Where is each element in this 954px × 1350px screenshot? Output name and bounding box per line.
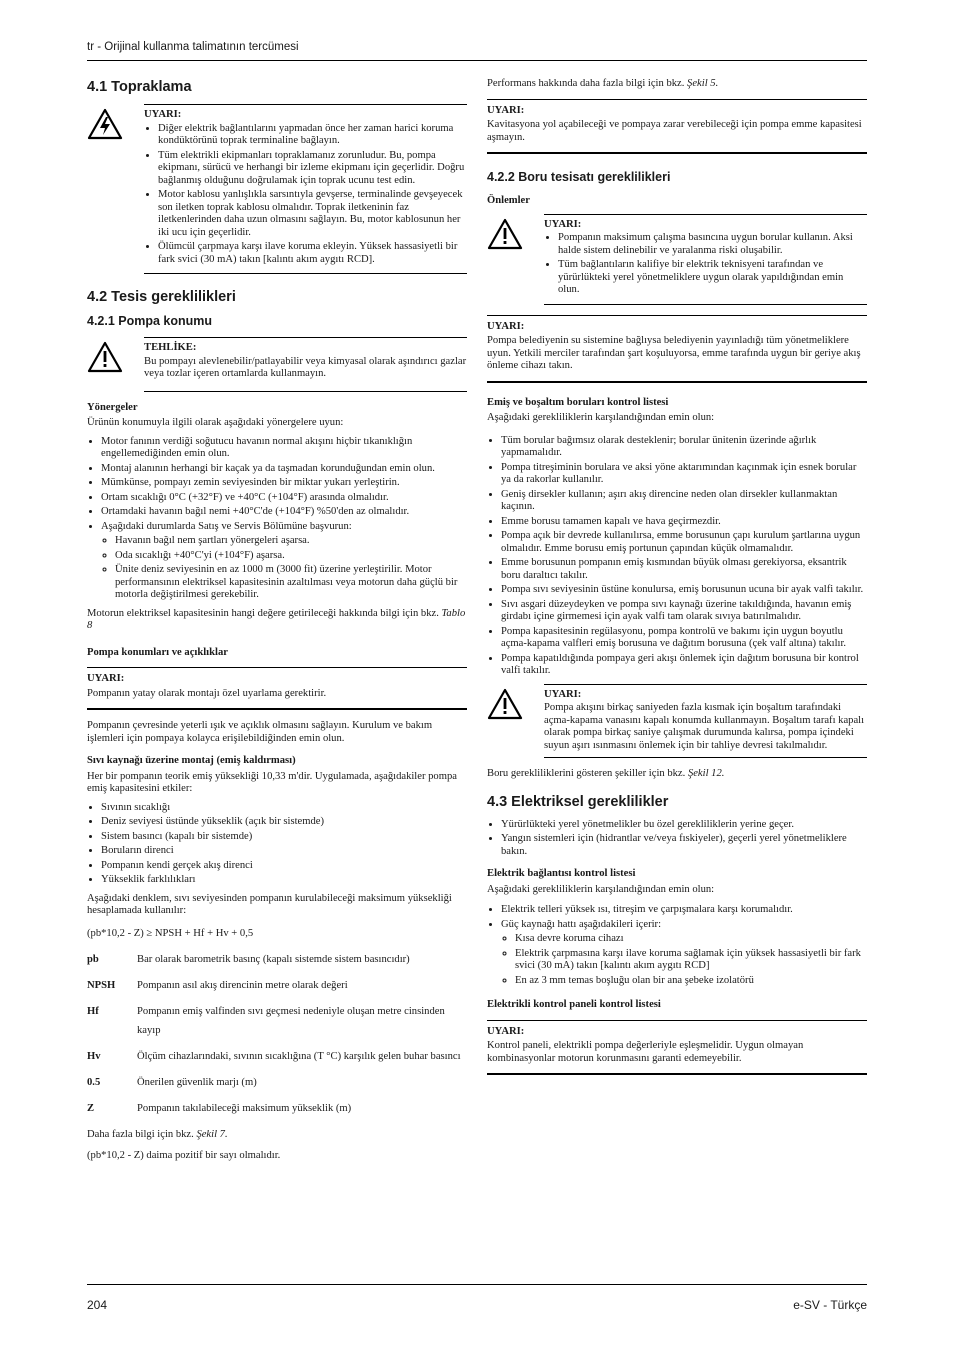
page-number: 204 — [87, 1298, 108, 1312]
list-item: ◦ Havanın bağıl nem şartları yönergeleri aşarsa. — [115, 535, 467, 548]
header-rule — [87, 60, 867, 61]
list-item: • Pompa kapasitesinin regülasyonu, pompa kontrolü ve bakımı için uygun boyutlu açma-kapama valfleri emiş borusuna ve dağıtım borusuna (çek valf altına) takılır. — [501, 626, 867, 651]
list-item: • Emme borusunun pompanın emiş kısmından büyük olması gerekiyorsa, eksantrik boru daraltıcı takılır. — [501, 557, 867, 582]
checklist — [487, 435, 867, 678]
list-item: • Yürürlükteki yerel yönetmelikler bu özel gerekliliklerin yerine geçer. — [501, 819, 867, 832]
positions-heading: Pompa konumları ve açıklıklar — [87, 646, 228, 658]
table-row — [87, 1071, 467, 1097]
paragraph-text: Motorun elektriksel kapasitesinin hangi değere getirileceği hakkında bilgi için bkz. — [87, 607, 439, 619]
list-item: • Pompa sıvı seviyesinin üstüne konulursa, emiş borusunun ucuna bir ayak valfi takılır. — [501, 584, 867, 597]
paragraph — [87, 1129, 467, 1142]
factors-list — [87, 802, 467, 887]
table-row — [87, 1045, 467, 1071]
danger-box — [87, 337, 467, 392]
list-item: • Pompa açık bir devrede kullanılırsa, emme borusunun çapı kurulum şartlarına uygun olmalıdır. Emme borusu emiş portunun çapından küçük olmamalıdır. — [501, 530, 867, 555]
variable-symbol: NPSH — [87, 980, 116, 991]
footer-rule — [87, 1284, 867, 1285]
figure-reference: Şekil 12. — [687, 768, 725, 779]
table-row — [87, 1097, 467, 1123]
variable-description: Pompanın emiş valfinden sıvı geçmesi nedeniyle oluşan metre cinsinden kayıp — [137, 1006, 445, 1036]
variable-symbol: 0.5 — [87, 1077, 101, 1088]
list-item: • Montaj alanının herhangi bir kaçak ya da taşmadan korunduğundan emin olun. — [101, 463, 467, 476]
list-item: ◦ Elektrik çarpmasına karşı ilave koruma sağlamak için yüksek hassasiyetli bir fark svici (30 mA) takın [kalıntı akım aygıtı RCD] — [515, 948, 867, 973]
list-item: • Sıvı asgari düzeydeyken ve pompa sıvı kaynağı üzerine takıldığında, havanın emiş girdabı içine girmemesi için ayak valfi tam olarak sıvıya batırılmalıdır. — [501, 599, 867, 624]
note-box — [487, 99, 867, 155]
list-item: • Yangın sistemleri için (hidrantlar ve/veya fıskiyeler), geçerli yerel yönetmeliklere bakın. — [501, 833, 867, 858]
paragraph — [487, 78, 867, 91]
warning-triangle-icon — [487, 684, 544, 759]
panel-heading: Elektrikli kontrol paneli kontrol listesi — [487, 999, 661, 1010]
elec-check-heading: Elektrik bağlantısı kontrol listesi — [487, 868, 636, 879]
list-item: • Deniz seviyesi üstünde yükseklik (açık bir sistemde) — [101, 816, 467, 829]
list-item: • Tüm borular bağımsız olarak desteklenir; borular ünitenin üzerinde ağırlık yapmamalıdır. — [501, 435, 867, 460]
section-title: 4.2 Tesis gereklilikleri — [87, 289, 236, 305]
list-item — [101, 521, 467, 602]
formula: (pb*10,2 - Z) ≥ NPSH + Hf + Hv + 0,5 — [87, 927, 254, 939]
precautions-heading: Önlemler — [487, 195, 530, 206]
warning-title: UYARI: — [544, 218, 582, 230]
list-item: • Pompa kapatıldığında pompaya geri akışı önlemek için dağıtım borusuna bir kontrol valfi takılır. — [501, 653, 867, 678]
note-text: Kontrol paneli, elektrikli pompa değerleriyle eşleşmelidir. Uygun olmayan kombinasyonlar motorun korunmasını garanti edemeyebilir. — [487, 1040, 804, 1064]
warning-triangle-icon — [487, 214, 544, 305]
warning-box — [487, 684, 867, 759]
note-box — [487, 1020, 867, 1076]
electric-hazard-icon — [87, 104, 144, 274]
warning-list — [144, 123, 467, 267]
note-box — [487, 315, 867, 383]
list-item: • Ortamdaki havanın bağıl nemi +40°C'de (+104°F) %50'den az olmalıdır. — [101, 506, 467, 519]
paragraph — [87, 608, 467, 633]
variables-table — [87, 948, 467, 1123]
suction-heading: Sıvı kaynağı üzerine montaj (emiş kaldırması) — [87, 755, 296, 766]
note-title: UYARI: — [87, 673, 125, 684]
section-title: 4.3 Elektriksel gereklilikler — [487, 793, 669, 810]
list-item: • Yükseklik farklılıkları — [101, 874, 467, 887]
warning-title: UYARI: — [144, 109, 182, 120]
variable-symbol: Z — [87, 1103, 95, 1114]
guidelines-heading: Yönergeler — [87, 401, 138, 413]
electrical-list — [487, 819, 867, 859]
variable-symbol: pb — [87, 954, 99, 965]
variable-symbol: Hf — [87, 1006, 99, 1017]
elec-checklist — [487, 904, 867, 987]
list-item: • Tüm bağlantıların kalifiye bir elektrik teknisyeni tarafından ve yürürlükteki yerel yönetmeliklere uygun olarak yapıldığından emin olun. — [558, 259, 867, 297]
paragraph: Aşağıdaki gerekliliklerin karşılandığından emin olun: — [487, 412, 715, 423]
paragraph: Aşağıdaki gerekliliklerin karşılandığından emin olun: — [487, 883, 715, 895]
variable-symbol: Hv — [87, 1051, 101, 1062]
left-column — [87, 72, 467, 1168]
list-item: ◦ Kısa devre koruma cihazı — [515, 933, 867, 946]
paragraph: Pompanın çevresinde yeterli ışık ve açıklık olmasını sağlayın. Kurulum ve bakım işlemleri için pompaya kolayca erişilebildiğinden emin olun. — [87, 720, 433, 744]
danger-text: Bu pompayı alevlenebilir/patlayabilir veya kimyasal olarak aşındırıcı gazlar veya tozlar içeren ortamlarda kullanmayın. — [144, 355, 467, 379]
list-item: ◦ Ünite deniz seviyesinin en az 1000 m (3000 fit) üzerine yerleştirilir. Motor performansının elektriksel kapasitesinin azaltılması veya motorun daha güçlü bir motorla değiştirilmesi gerekebilir. — [115, 564, 467, 602]
list-item: ◦ Oda sıcaklığı +40°C'yi (+104°F) aşarsa. — [115, 550, 467, 563]
list-item: • Pompanın maksimum çalışma basıncına uygun borular kullanın. Aksi halde sistem delinebilir ve yaralanma riski oluşabilir. — [558, 232, 867, 257]
table-row — [87, 974, 467, 1000]
list-item: • Boruların direnci — [101, 845, 467, 858]
list-item: • Pompanın kendi gerçek akış direnci — [101, 860, 467, 873]
variable-description: Önerilen güvenlik marjı (m) — [137, 1077, 257, 1088]
table-row — [87, 1000, 467, 1045]
list-item: • Emme borusu tamamen kapalı ve hava geçirmezdir. — [501, 516, 867, 529]
list-item: • Mümkünse, pompayı zemin seviyesinden bir miktar yukarı yerleştirin. — [101, 477, 467, 490]
variable-description: Pompanın asıl akış direncinin metre olarak değeri — [137, 980, 348, 991]
list-item — [501, 919, 867, 988]
sub-list — [101, 535, 467, 602]
paragraph: Ürünün konumuyla ilgili olarak aşağıdaki yönergelere uyun: — [87, 417, 344, 428]
subsection-title: 4.2.2 Boru tesisatı gereklilikleri — [487, 170, 671, 184]
figure-reference: Şekil 5. — [687, 78, 719, 89]
list-item: • Ortam sıcaklığı 0°C (+32°F) ve +40°C (+104°F) arasında olmalıdır. — [101, 492, 467, 505]
note-title: UYARI: — [487, 1025, 525, 1037]
variable-description: Bar olarak barometrik basınç (kapalı sistemde sistem basıncıdır) — [137, 954, 410, 965]
list-item: • Geniş dirsekler kullanın; aşırı akış direncine neden olan dirsekler kullanmaktan kaçının. — [501, 489, 867, 514]
table-row — [87, 948, 467, 974]
list-item: • Ölümcül çarpmaya karşı ilave koruma ekleyin. Yüksek hassasiyetli bir fark svici (30 mA) takın [kalıntı akım aygıtı RCD]. — [158, 241, 467, 266]
footer-title: e-SV - Türkçe — [793, 1298, 867, 1312]
warning-box — [87, 104, 467, 274]
paragraph-text: Daha fazla bilgi için bkz. — [87, 1129, 194, 1140]
paragraph: Her bir pompanın teorik emiş yüksekliği 10,33 m'dir. Uygulamada, aşağıdakiler pompa emiş kapasitesini etkiler: — [87, 770, 457, 794]
list-item: • Elektrik telleri yüksek ısı, titreşim ve çarpışmalara karşı korumalıdır. — [501, 904, 867, 917]
paragraph: Aşağıdaki denklem, sıvı seviyesinden pompanın kurulabileceği maksimum yüksekliği hesaplamada kullanılır: — [87, 892, 452, 916]
danger-title: TEHLİKE: — [144, 342, 197, 353]
page-header: tr - Orijinal kullanma talimatının tercümesi — [87, 41, 299, 53]
checklist-heading: Emiş ve boşaltım boruları kontrol listesi — [487, 396, 669, 408]
note-title: UYARI: — [487, 104, 525, 116]
warning-box — [487, 214, 867, 305]
list-item: • Sıvının sıcaklığı — [101, 802, 467, 815]
table-reference: Tablo 8 — [87, 607, 466, 631]
list-item-text: Aşağıdaki durumlarda Satış ve Servis Bölümüne başvurun: — [101, 520, 352, 532]
note-title: UYARI: — [487, 320, 525, 332]
list-item: • Motor kablosu yanlışlıkla sarsıntıyla gevşerse, terminalinde gevşeyecek son iletken toprak kablosu olmalıdır. Toprak iletkeninin faz iletkenlerinden daha uzun olmasını sağlayın. Bu, motor kablosunun her iki ucu için geçerlidir. — [158, 189, 467, 239]
note-text: Kavitasyona yol açabileceği ve pompaya zarar verebileceği için pompa emme kapasitesi aşmayın. — [487, 119, 862, 143]
warning-list — [544, 232, 867, 297]
note-text: Pompanın yatay olarak montajı özel uyarlama gerektirir. — [87, 687, 327, 699]
list-item: ◦ En az 3 mm temas boşluğu olan bir ana şebeke izolatörü — [515, 975, 867, 988]
variable-description: Pompanın takılabileceği maksimum yükseklik (m) — [137, 1103, 352, 1114]
warning-title: UYARI: — [544, 688, 582, 700]
warning-text: Pompa akışını birkaç saniyeden fazla kısmak için boşaltım tarafındaki açma-kapama vanasını kapalı konumda kullanmayın. Boşaltım tarafı kapalı olarak pompa birkaç saniye çalışmak durumunda kalırsa, pompa içindeki suyun aşırı ısınmasını önlemek için bir tahliye devresi takılmalıdır. — [544, 702, 865, 751]
section-title: 4.1 Topraklama — [87, 79, 192, 95]
figure-reference: Şekil 7. — [196, 1129, 228, 1140]
variable-description: Ölçüm cihazlarındaki, sıvının sıcaklığına (T °C) karşılık gelen buhar basıncı — [137, 1051, 461, 1062]
paragraph-text: Boru gerekliliklerini gösteren şekiller için bkz. — [487, 768, 686, 779]
right-column — [487, 78, 867, 1085]
guidelines-list — [87, 436, 467, 602]
list-item: • Tüm elektrikli ekipmanları topraklamanız zorunludur. Bu, pompa ekipmanı, sürücü ve herhangi bir izleme ekipmanı için geçerlidir. Doğru bağlanmış olduğunu doğrulamak için toprak ucunu test edin. — [158, 150, 467, 188]
note-box — [87, 667, 467, 710]
warning-triangle-icon — [87, 337, 144, 392]
note-text: Pompa belediyenin su sistemine bağlıysa belediyenin yayınladığı tüm yönetmeliklere uyun. Yetkili merciler tarafından şart koşuluyorsa, emme tarafında uygun bir geriye akış önleme cihazı takın. — [487, 335, 861, 371]
list-item: • Sistem basıncı (kapalı bir sistemde) — [101, 831, 467, 844]
paragraph-text: Performans hakkında daha fazla bilgi için bkz. — [487, 78, 685, 89]
subsection-title: 4.2.1 Pompa konumu — [87, 314, 213, 328]
list-item: • Motor fanının verdiği soğutucu havanın normal akışını hiçbir tıkanıklığın engellemediğinden emin olun. — [101, 436, 467, 461]
list-item: • Diğer elektrik bağlantılarını yapmadan önce her zaman harici koruma kondüktörünü toprak terminaline bağlayın. — [158, 123, 467, 148]
paragraph — [487, 768, 867, 781]
list-item: • Pompa titreşiminin borulara ve aksi yöne aktarımından kaçınmak için esnek borular ya da rakorlar kullanılır. — [501, 462, 867, 487]
paragraph: (pb*10,2 - Z) daima pozitif bir sayı olmalıdır. — [87, 1149, 281, 1161]
sub-list — [501, 933, 867, 987]
list-item-text: Güç kaynağı hattı aşağıdakileri içerir: — [501, 918, 662, 930]
